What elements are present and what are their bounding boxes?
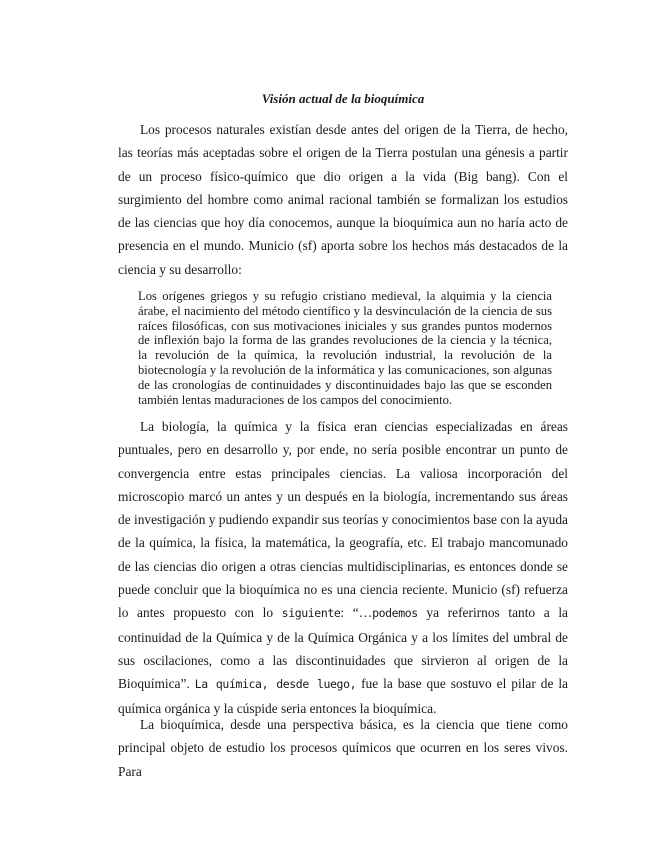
paragraph-1: Los procesos naturales existían desde antes del origen de la Tierra, de hecho, las teorías más aceptadas sobre el origen de la Tierra postulan una génesis a partir de un proceso físico-químico que dio origen a la vida (Big bang). Con el surgimiento del hombre como animal racional también se formalizan los estudios de las ciencias que hoy día conocemos, aunque la bioquímica aun no haría acto de presencia en el mundo. Municio (sf) aporta sobre los hechos más destacados de la ciencia y su desarrollo: [118, 122, 568, 277]
paragraph-2-handwritten-3: La química, desde luego, [194, 677, 357, 692]
document-title: Visión actual de la bioquímica [261, 91, 425, 106]
paragraph-2 [118, 415, 568, 720]
paragraph-2-text-1: La biología, la química y la física eran ciencias especializadas en áreas puntuales, pero en desarrollo y, por ende, no sería posible encontrar un punto de convergencia entre estas principales ciencias. La valiosa incorporación del microscopio marcó un antes y un después en la biología, incrementando sus áreas de investigación y pudiendo expandir sus teorías y conocimientos base con la ayuda de la química, la física, la matemática, la geografía, etc. El trabajo mancomunado de las ciencias dio origen a otras ciencias multidisciplinarias, es entonces donde se puede concluir que la bioquímica no es una ciencia reciente. Municio (sf) refuerza lo antes propuesto con lo [118, 419, 568, 621]
paragraph-2-handwritten-1: siguiente [281, 606, 341, 621]
paragraph-2-text-3: ya referirnos tanto a la continuidad de la Química y de la Química Orgánica y a los límites del umbral de sus oscilaciones, como a las discontinuidades que sirvieron al origen de la Bioquímica”. [118, 605, 569, 692]
paragraph-2-text-2: : “… [340, 605, 373, 621]
block-quote: Los orígenes griegos y su refugio cristiano medieval, la alquimia y la ciencia árabe, el nacimiento del método científico y la desvinculación de la ciencia de sus raíces filosóficas, con sus motivaciones iniciales y sus grandes puntos modernos de inflexión bajo la forma de las grandes revoluciones de la ciencia y la técnica, la revolución de la química, la revolución industrial, la revolución de la biotecnología y la revolución de la informática y las comunicaciones, son algunas de las cronologías de continuidades y discontinuidades bajo las que se esconden también lentas maduraciones de los campos del conocimiento. [138, 289, 552, 407]
paragraph-3: La bioquímica, desde una perspectiva básica, es la ciencia que tiene como principal objeto de estudio los procesos químicos que ocurren en los seres vivos. Para [118, 717, 568, 779]
paragraph-2-handwritten-2: podemos [372, 606, 418, 621]
paragraph-2-text-4: fue la base que sostuvo el pilar de la química orgánica y la cúspide seria entonces la bioquímica. [118, 676, 569, 716]
